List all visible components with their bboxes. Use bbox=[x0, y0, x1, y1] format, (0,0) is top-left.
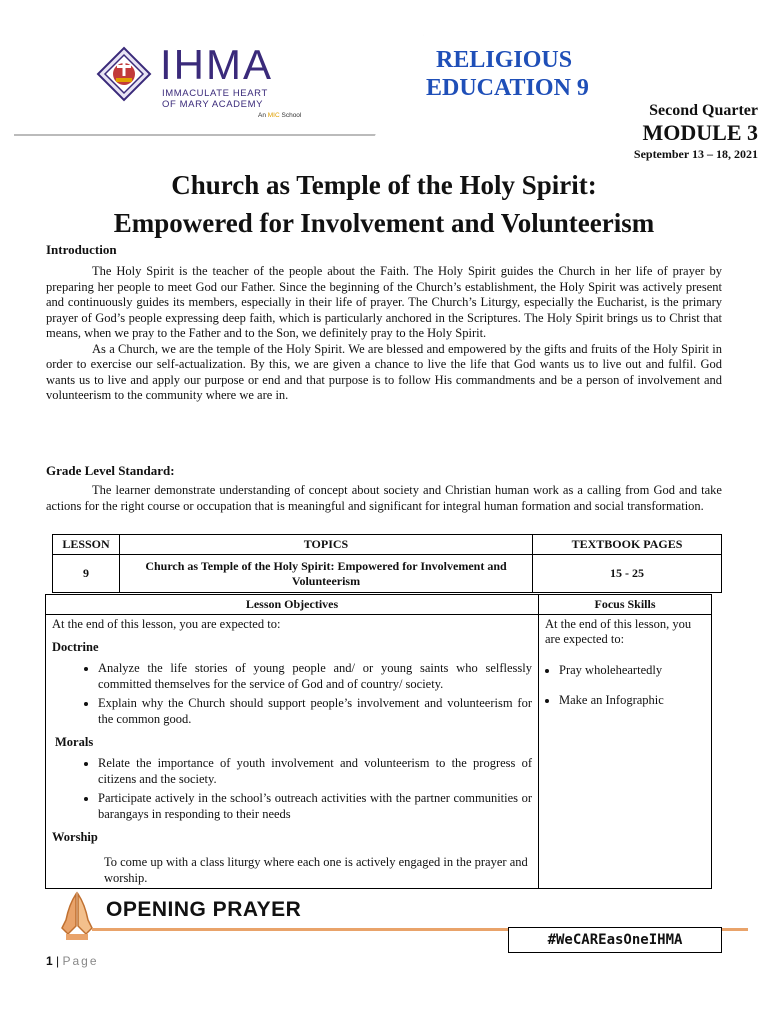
focus-skills-header: Focus Skills bbox=[539, 595, 712, 615]
worship-text: To come up with a class liturgy where each one is actively engaged in the prayer and worship. bbox=[104, 855, 528, 885]
objectives-header: Lesson Objectives bbox=[46, 595, 539, 615]
page-title-line1: Church as Temple of the Holy Spirit: bbox=[171, 170, 597, 200]
list-item: • Analyze the life stories of young people and/ or young saints who selflessly committed themselves for the service of God and of country/ society. bbox=[98, 661, 532, 692]
morals-heading: Morals bbox=[55, 735, 94, 749]
list-item: • Pray wholeheartedly bbox=[559, 663, 705, 679]
introduction-body bbox=[46, 264, 722, 404]
standard-heading: Grade Level Standard: bbox=[46, 463, 175, 478]
doctrine-list bbox=[52, 661, 532, 727]
subject-title: RELIGIOUS EDUCATION 9 bbox=[426, 47, 589, 101]
objectives-table bbox=[45, 594, 712, 889]
introduction-heading: Introduction bbox=[46, 242, 117, 257]
intro-paragraph-2: As a Church, we are the temple of the Holy Spirit. We are blessed and empowered by the gifts and fruits of the Holy Spirit in order to exercise our self-actualization. By this, we are given a chance to live the life that God wants us to live out and fulfil. God wants us to live and apply our purpose or end and that purpose is to follow His commandments and be a person of involvement and volunteerism to the community where we are in. bbox=[46, 341, 722, 402]
focus-skills-cell bbox=[539, 615, 712, 889]
standard-paragraph: The learner demonstrate understanding of concept about society and Christian human work as a calling from God and take actions for the right course or occupation that is meaningful and significant for integral human formation and social transformation. bbox=[46, 483, 722, 513]
list-item: • Participate actively in the school’s outreach activities with the partner communities or barangays in responding to their needs bbox=[98, 791, 532, 822]
morals-list bbox=[52, 756, 532, 822]
logo-wordmark: IHMA bbox=[160, 41, 273, 88]
lesson-topic: Church as Temple of the Holy Spirit: Empowered for Involvement and Volunteerism bbox=[120, 555, 533, 593]
intro-paragraph-1: The Holy Spirit is the teacher of the people about the Faith. The Holy Spirit guides the Church in her life of prayer by preparing her people to meet God our Father. Since the beginning of the Church’s establishment, the Holy Spirit was actively present and continuously guides its members, especially in their life of prayer. The Church’s Liturgy, especially the Eucharist, is the primary prayer of God’s people expressing deep faith, which is particularly anchored in the Scriptures. The Holy Spirit brings us to Christ that means, when we pray to the Father and to the Son, we definitely pray to the Holy Spirit. bbox=[46, 264, 722, 340]
topics-header: TOPICS bbox=[120, 535, 533, 555]
lesson-pages: 15 - 25 bbox=[533, 555, 722, 593]
opening-prayer-heading: OPENING PRAYER bbox=[106, 898, 302, 921]
module-dates: September 13 – 18, 2021 bbox=[633, 147, 758, 161]
lesson-table bbox=[52, 534, 722, 593]
skills-intro: At the end of this lesson, you are expected to: bbox=[545, 617, 692, 646]
page-footer: 1 | Page bbox=[46, 954, 99, 968]
pages-header: TEXTBOOK PAGES bbox=[533, 535, 722, 555]
praying-hands-icon bbox=[54, 890, 100, 942]
standard-body bbox=[46, 483, 722, 514]
list-item: • Explain why the Church should support people’s involvement and volunteerism for the common good. bbox=[98, 696, 532, 727]
logo-tagline: An MIC School bbox=[258, 112, 302, 119]
quarter-label: Second Quarter bbox=[649, 102, 758, 119]
list-item: • Relate the importance of youth involvement and volunteerism to the progress of citizens and the society. bbox=[98, 756, 532, 787]
lesson-number: 9 bbox=[53, 555, 120, 593]
lesson-header: LESSON bbox=[53, 535, 120, 555]
worship-heading: Worship bbox=[52, 830, 98, 844]
school-seal-icon bbox=[96, 46, 152, 102]
objectives-cell bbox=[46, 615, 539, 889]
module-label: MODULE 3 bbox=[642, 120, 758, 145]
list-item: • Make an Infographic bbox=[559, 693, 705, 709]
logo-subtitle: IMMACULATE HEART OF MARY ACADEMY bbox=[162, 88, 268, 110]
doctrine-heading: Doctrine bbox=[52, 640, 99, 654]
skills-list bbox=[545, 663, 705, 708]
page-title-line2: Empowered for Involvement and Volunteerism bbox=[113, 208, 655, 238]
objectives-intro: At the end of this lesson, you are expected to: bbox=[52, 617, 281, 631]
hashtag-badge: #WeCAREasOneIHMA bbox=[508, 927, 722, 953]
